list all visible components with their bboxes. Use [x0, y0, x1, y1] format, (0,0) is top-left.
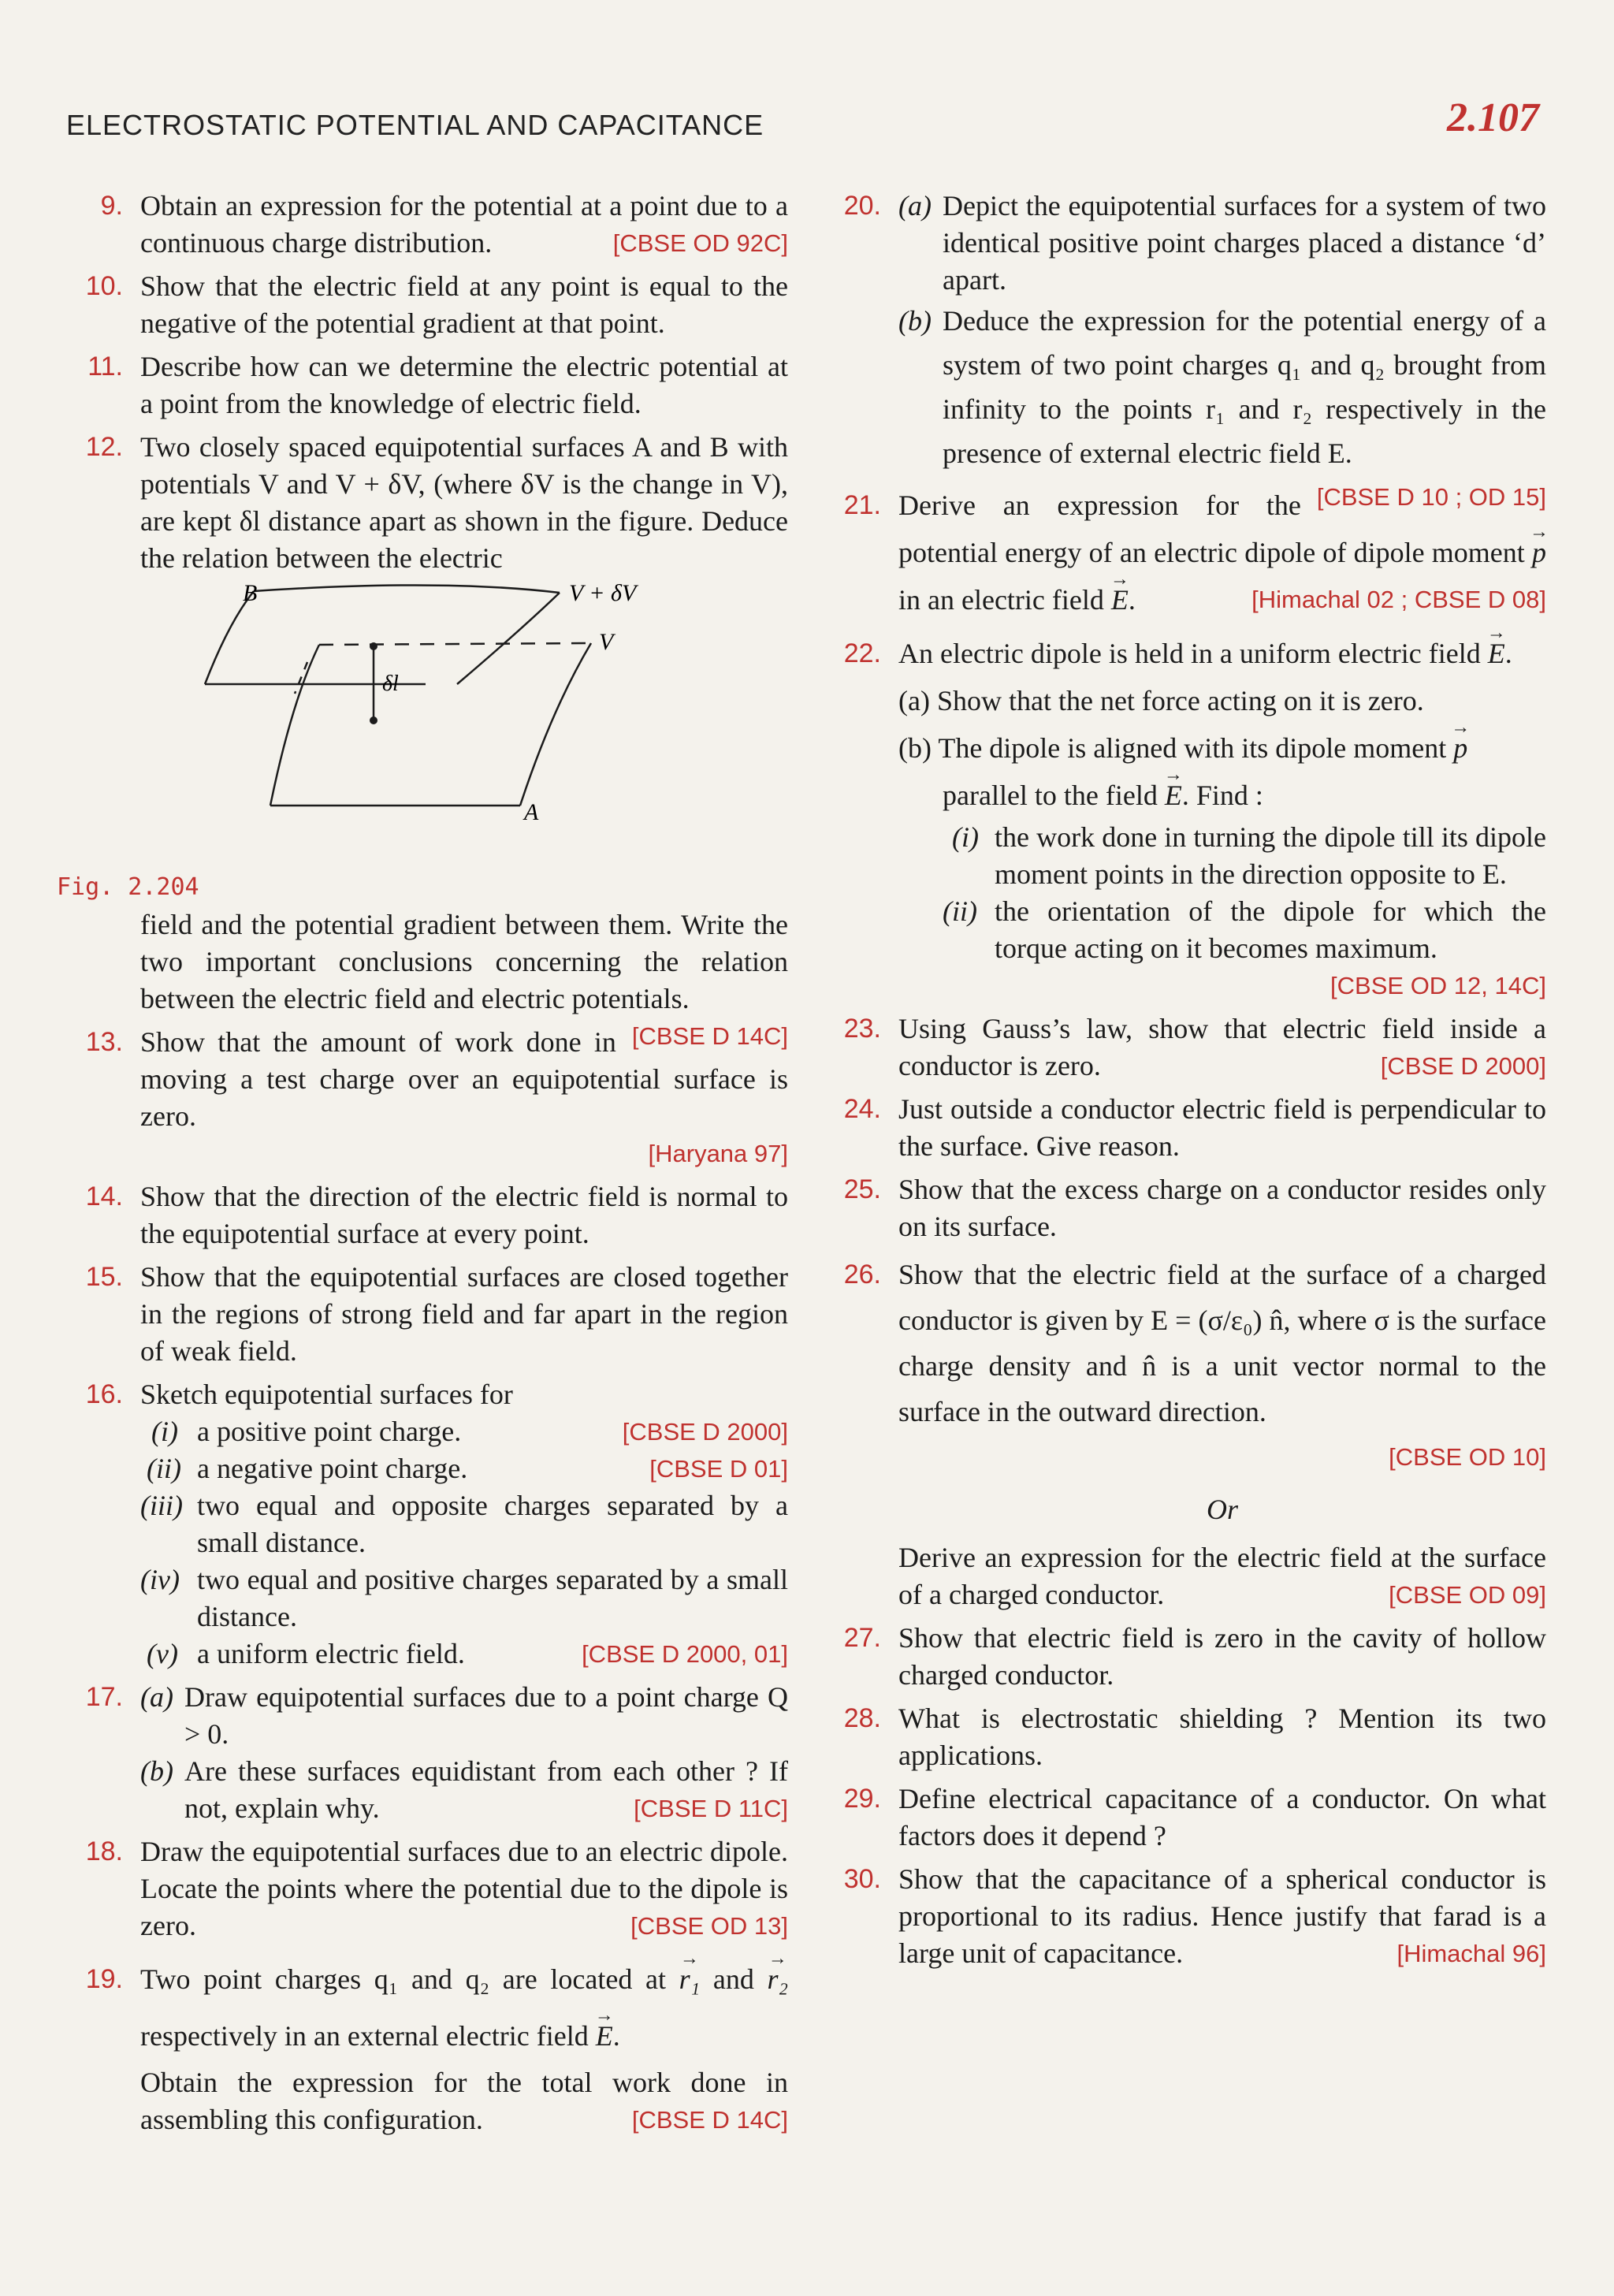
source-tag: [CBSE D 2000] — [1380, 1052, 1546, 1080]
item-label: (ii) — [147, 1453, 181, 1484]
question-number: 29. — [843, 1784, 881, 1814]
list-item — [140, 1413, 788, 1450]
question-30 — [837, 1861, 1546, 1972]
question-number: 9. — [100, 191, 123, 221]
vector-p: → p — [1532, 529, 1546, 576]
list-item — [140, 1561, 788, 1635]
source-tag: [CBSE D 2000] — [622, 1418, 788, 1446]
question-21: 21. Derive an expression for the potential energy of an electric dipole of dipole moment → p in an electric field → E. [Himachal 02 ; CBSE D 08] — [837, 482, 1546, 623]
question-12 — [79, 429, 788, 577]
item-label: (a) — [140, 1681, 173, 1713]
question-text: Derive an expression for the electric field at the surface of a charged conductor. — [898, 1542, 1546, 1610]
vector-r1: → r₁ — [679, 1951, 701, 2008]
question-19: 19. Two point charges q₁ and q₂ are located at → r₁ and → r₂ respectively in an external electric field → E. Obtain the expression for the total work done in assembling this configuration. [CBSE D 14C] — [79, 1951, 788, 2138]
question-text: respectively in an external electric field — [140, 2020, 589, 2052]
item-label: (iv) — [140, 1564, 180, 1595]
vector-p: → p — [1453, 724, 1467, 772]
item-label: (iii) — [140, 1490, 183, 1521]
sub-question-b — [898, 724, 1546, 772]
sub-question-b — [140, 1753, 788, 1827]
question-13 — [79, 1024, 788, 1172]
vector-r2: → r₂ — [768, 1951, 789, 2008]
question-text: Using Gauss’s law, show that electric field inside a conductor is zero. — [898, 1013, 1546, 1081]
item-text: Draw equipotential surfaces due to a point charge Q > 0. — [184, 1681, 788, 1750]
question-text: Describe how can we determine the electric potential at a point from the knowledge of electric field. — [140, 351, 788, 419]
equipotential-diagram — [79, 583, 788, 906]
question-9 — [79, 188, 788, 262]
question-number: 19. — [85, 1964, 123, 1994]
question-text: Two closely spaced equipotential surfaces A and B with potentials V and V + δV, (where δV is the change in V), are kept δl distance apart as shown in the figure. Deduce the relation between the electric — [140, 431, 788, 574]
or-separator: Or — [1206, 1494, 1238, 1525]
sub-question-ii — [943, 893, 1546, 1004]
source-tag: [CBSE D 2000, 01] — [582, 1640, 788, 1668]
question-text: Show that the electric field at any point is equal to the negative of the potential gradient at that point. — [140, 270, 788, 339]
label-v-plus-dv: V + δV — [569, 583, 637, 606]
question-text: Define electrical capacitance of a conductor. On what factors does it depend ? — [898, 1783, 1546, 1851]
item-text: two equal and positive charges separated by a small distance. — [197, 1564, 788, 1632]
vector-e: → E — [1111, 576, 1129, 623]
vector-e: → E — [1488, 630, 1505, 677]
sub-question-a — [898, 188, 1546, 299]
question-26-alternative — [837, 1539, 1546, 1613]
question-16 — [79, 1376, 788, 1673]
label-b: B — [243, 583, 258, 606]
item-text: Deduce the expression for the potential energy of a system of two point charges q₁ and q₂ brought from infinity to the points r₁ and r₂ respectively in the presence of external electric field E. — [943, 305, 1546, 469]
question-number: 14. — [85, 1181, 123, 1211]
item-label: (ii) — [943, 895, 977, 927]
sub-question-a: (a) Show that the net force acting on it is zero. — [898, 685, 1424, 716]
question-10 — [79, 268, 788, 342]
question-number: 17. — [85, 1682, 123, 1712]
item-text: . Find : — [1181, 780, 1263, 811]
source-tag: [CBSE OD 10] — [1389, 1443, 1546, 1471]
label-a: A — [524, 799, 539, 825]
item-label: (a) — [898, 190, 932, 221]
item-text: a positive point charge. — [197, 1416, 462, 1447]
source-tag: [CBSE OD 13] — [630, 1912, 788, 1940]
question-text: Draw the equipotential surfaces due to an electric dipole. Locate the points where the potential due to the dipole is zero. — [140, 1836, 788, 1941]
source-tag: [CBSE OD 92C] — [612, 229, 788, 257]
source-tag: [CBSE D 14C] — [631, 1022, 788, 1050]
question-number: 20. — [843, 191, 881, 221]
question-15 — [79, 1259, 788, 1370]
question-number: 13. — [85, 1027, 123, 1057]
question-number: 21. — [843, 490, 881, 520]
question-text: and — [712, 1963, 754, 1995]
item-label: (i) — [151, 1416, 178, 1447]
question-text: Sketch equipotential surfaces for — [140, 1379, 513, 1410]
question-text: An electric dipole is held in a uniform electric field — [898, 638, 1481, 669]
page-number: 2.107 — [1447, 95, 1539, 140]
item-text: a negative point charge. — [197, 1453, 468, 1484]
item-text: (b) The dipole is aligned with its dipole moment — [898, 732, 1447, 764]
question-number: 24. — [843, 1094, 881, 1124]
chapter-title: ELECTROSTATIC POTENTIAL AND CAPACITANCE — [66, 109, 764, 141]
vector-e: → E — [596, 2008, 613, 2064]
figure-caption: Fig. 2.204 — [57, 873, 199, 901]
item-text: the work done in turning the dipole till its dipole moment points in the direction opposite to E. — [995, 821, 1546, 890]
question-number: 30. — [843, 1864, 881, 1894]
question-23 — [837, 1010, 1546, 1085]
question-text: Show that electric field is zero in the cavity of hollow charged conductor. — [898, 1622, 1546, 1691]
right-column — [837, 188, 1546, 1978]
question-number: 28. — [843, 1703, 881, 1733]
item-text: parallel to the field — [943, 780, 1158, 811]
question-text: in an electric field — [898, 584, 1104, 616]
vector-e: → E — [1165, 772, 1182, 819]
sub-question-a — [140, 1679, 788, 1753]
question-text: Show that the direction of the electric field is normal to the equipotential surface at every point. — [140, 1181, 788, 1249]
question-text: Just outside a conductor electric field is perpendicular to the surface. Give reason. — [898, 1093, 1546, 1162]
question-25 — [837, 1171, 1546, 1245]
question-29 — [837, 1781, 1546, 1855]
list-item — [140, 1635, 788, 1673]
item-label: (b) — [898, 305, 932, 337]
question-text: Show that the amount of work done in moving a test charge over an equipotential surface is zero. — [140, 1026, 788, 1132]
question-27 — [837, 1620, 1546, 1694]
sub-question-b — [898, 299, 1546, 511]
question-number: 18. — [85, 1836, 123, 1866]
list-item — [140, 1487, 788, 1561]
question-28 — [837, 1700, 1546, 1774]
item-text: Depict the equipotential surfaces for a system of two identical positive point charges placed a distance ‘d’ apart. — [943, 190, 1546, 296]
item-label: (i) — [952, 821, 979, 853]
item-text: Are these surfaces equidistant from each other ? If not, explain why. — [184, 1755, 788, 1824]
question-text: Obtain the expression for the total work done in assembling this configuration. — [140, 2067, 788, 2135]
question-text: Show that the capacitance of a spherical conductor is proportional to its radius. Hence justify that farad is a large unit of capacitance. — [898, 1863, 1546, 1969]
sub-question-i — [943, 819, 1546, 893]
question-18 — [79, 1833, 788, 1944]
source-tag: [Himachal 02 ; CBSE D 08] — [1251, 586, 1546, 613]
source-tag: [CBSE D 14C] — [631, 2106, 788, 2134]
source-tag: [CBSE D 11C] — [634, 1795, 788, 1822]
question-number: 11. — [87, 352, 123, 381]
label-v: V — [599, 629, 614, 655]
question-26 — [837, 1252, 1546, 1480]
question-22: 22. An electric dipole is held in a uniform electric field → E. (a) Show that the net force acting on it is zero. (b) The dipole is aligned with its dipole moment → p parallel to the field → E. Find : (i) the work done in turning the dipole till its dipole moment points in the direction opposite to E. (ii) the orientation of the dipole for which the torque acting on it becomes maximum. [CBSE OD 12, 14C] — [837, 630, 1546, 1004]
source-tag: [CBSE OD 12, 14C] — [1330, 972, 1546, 999]
item-text: the orientation of the dipole for which the torque acting on it becomes maximum. — [995, 895, 1546, 964]
question-number: 12. — [85, 432, 123, 462]
question-number: 25. — [843, 1174, 881, 1204]
sub-question-b-continued — [898, 772, 1546, 819]
question-number: 23. — [843, 1014, 881, 1044]
question-14 — [79, 1178, 788, 1252]
item-text: two equal and opposite charges separated by a small distance. — [197, 1490, 788, 1558]
list-item — [140, 1450, 788, 1487]
question-text: field and the potential gradient between them. Write the two important conclusions concerning the relation between the electric field and electric potentials. — [140, 909, 788, 1014]
source-tag: [CBSE D 01] — [649, 1455, 788, 1483]
question-24 — [837, 1091, 1546, 1165]
question-number: 16. — [85, 1379, 123, 1409]
question-text: Show that the excess charge on a conductor resides only on its surface. — [898, 1174, 1546, 1242]
question-text: Two point charges q₁ and q₂ are located at — [140, 1963, 666, 1995]
left-column — [57, 188, 789, 2145]
question-number: 27. — [843, 1623, 881, 1653]
question-text: Show that the equipotential surfaces are closed together in the regions of strong field and far apart in the region of weak field. — [140, 1261, 788, 1367]
question-17 — [79, 1679, 788, 1827]
item-label: (v) — [147, 1638, 178, 1669]
question-text: Show that the electric field at the surface of a charged conductor is given by E = (σ/ε₀) n̂, where σ is the surface charge density and n̂ is a unit vector normal to the surface in the outward direction. — [898, 1259, 1546, 1427]
question-text: Derive an expression for the potential energy of an electric dipole of dipole moment — [898, 489, 1525, 568]
question-number: 22. — [843, 638, 881, 668]
source-tag: [CBSE OD 09] — [1389, 1581, 1546, 1609]
question-text: What is electrostatic shielding ? Mention its two applications. — [898, 1702, 1546, 1771]
source-tag: [Haryana 97] — [648, 1140, 788, 1167]
question-number: 15. — [85, 1262, 123, 1292]
question-number: 26. — [843, 1260, 881, 1289]
figure-equipotential-surfaces — [57, 583, 788, 906]
label-dl: δl — [382, 672, 399, 696]
source-tag: [Himachal 96] — [1396, 1940, 1546, 1967]
item-label: (b) — [140, 1755, 173, 1787]
question-11 — [79, 348, 788, 422]
item-text: a uniform electric field. — [197, 1638, 465, 1669]
question-text: Obtain an expression for the potential at a point due to a continuous charge distribution. — [140, 190, 788, 259]
source-tag: [CBSE D 10 ; OD 15] — [1316, 483, 1546, 511]
question-number: 10. — [85, 271, 123, 301]
